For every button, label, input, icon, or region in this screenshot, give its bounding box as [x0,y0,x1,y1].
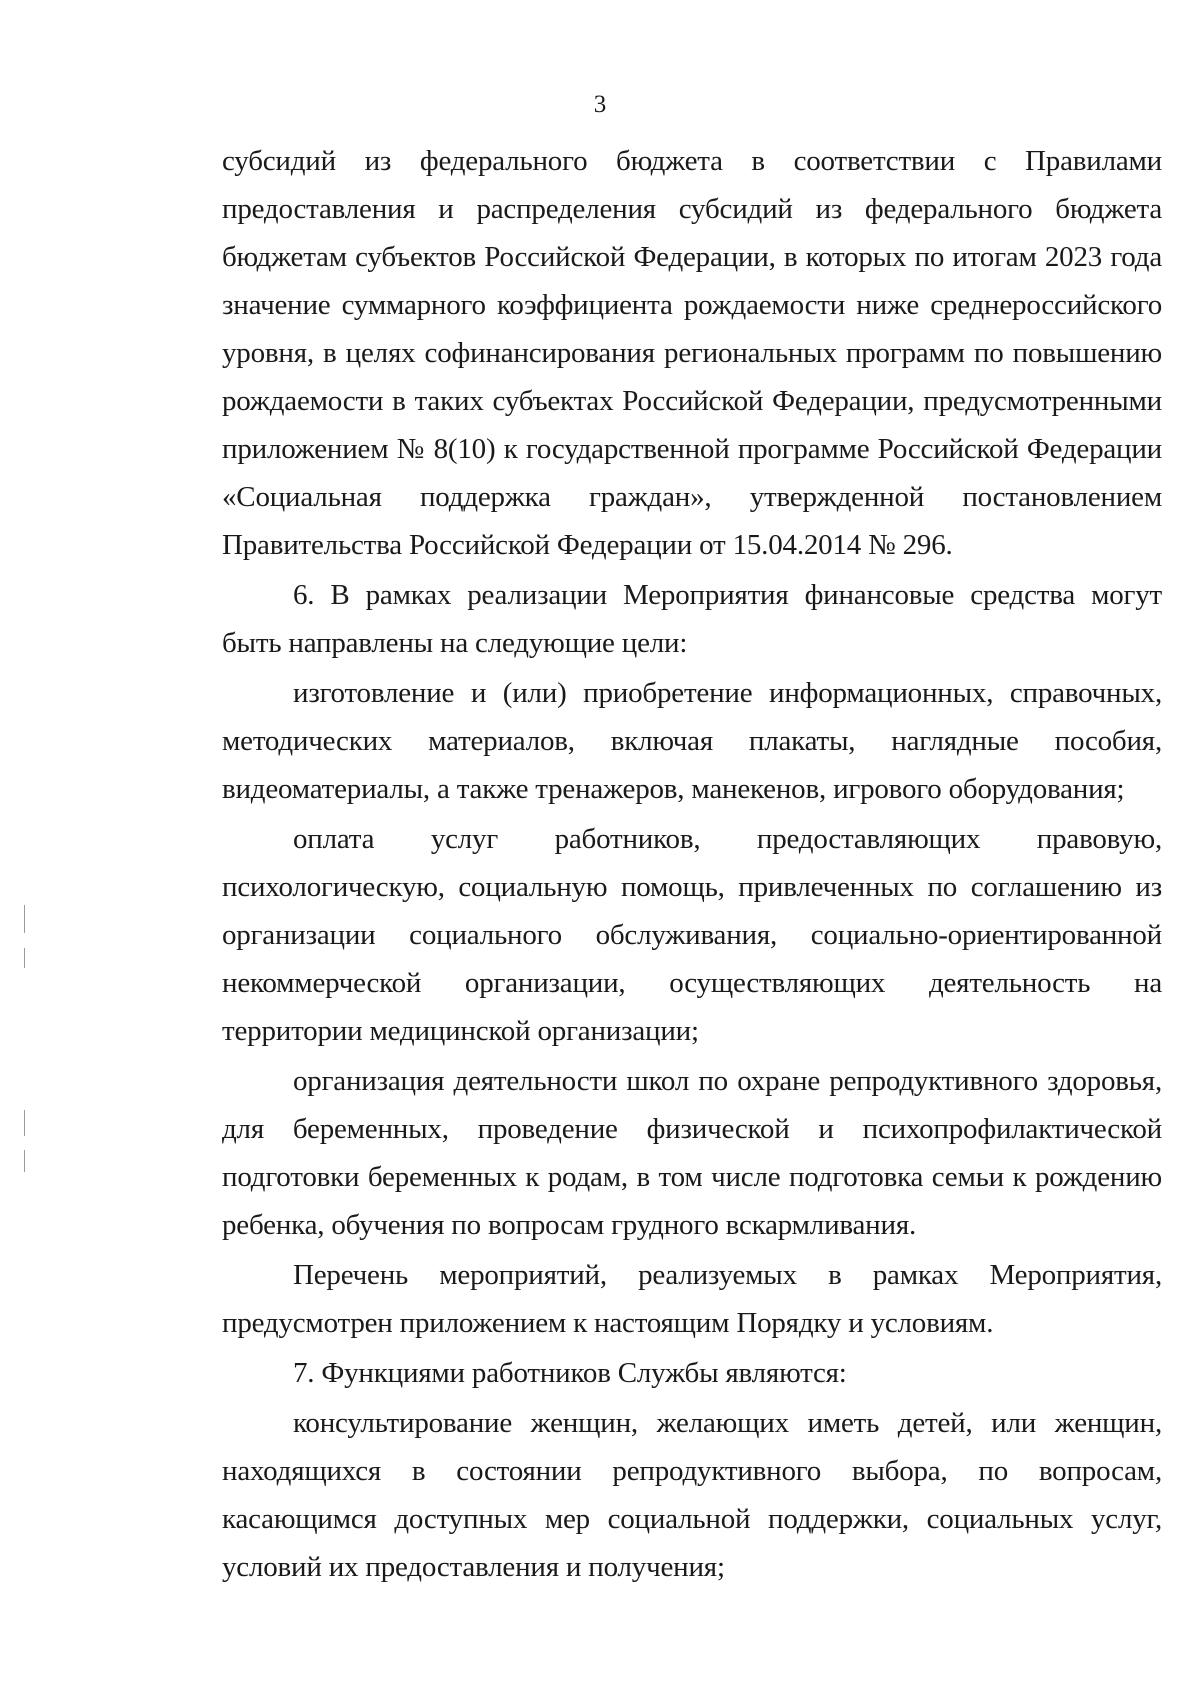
paragraph-continuation: субсидий из федерального бюджета в соответствии с Правилами предоставления и распределения субсидий из федерального бюджета бюджетам субъектов Российской Федерации, в которых по итогам 2023 года значение суммарного коэффициента рождаемости ниже среднероссийского уровня, в целях софинансирования региональных программ по повышению рождаемости в таких субъектах Российской Федерации, предусмотренными приложением № 8(10) к государственной программе Российской Федерации «Социальная поддержка граждан», утвержденной постановлением Правительства Российской Федерации от 15.04.2014 № 296. [222,145,1162,561]
paragraph-consulting: консультирование женщин, желающих иметь детей, или женщин, находящихся в состоянии репродуктивного выбора, по вопросам, касающимся доступных мер социальной поддержки, социальных услуг, условий их предоставления и получения; [222,1407,1162,1583]
scan-speck [24,905,25,933]
paragraph-item-7: 7. Функциями работников Службы являются: [293,1357,847,1389]
scan-speck [24,1110,25,1136]
paragraph-schools: организация деятельности школ по охране репродуктивного здоровья, для беременных, проведение физической и психопрофилактической подготовки беременных к родам, в том числе подготовка семьи к рождению ребенка, обучения по вопросам грудного вскармливания. [222,1065,1162,1241]
scan-speck [24,1150,25,1172]
scan-speck [24,948,25,968]
paragraph-materials: изготовление и (или) приобретение информационных, справочных, методических материалов, включая плакаты, наглядные пособия, видеоматериалы, а также тренажеров, манекенов, игрового оборудования; [222,677,1162,805]
page-number: 3 [593,91,607,118]
paragraph-item-6: 6. В рамках реализации Мероприятия финансовые средства могут быть направлены на следующие цели: [222,579,1162,659]
paragraph-list-of-measures: Перечень мероприятий, реализуемых в рамках Мероприятия, предусмотрен приложением к настоящим Порядку и условиям. [222,1259,1162,1339]
paragraph-payment: оплата услуг работников, предоставляющих правовую, психологическую, социальную помощь, привлеченных по соглашению из организации социального обслуживания, социально-ориентированной некоммерческой организации, осуществляющих деятельность на территории медицинской организации; [222,823,1162,1047]
document-body [222,137,1162,1591]
